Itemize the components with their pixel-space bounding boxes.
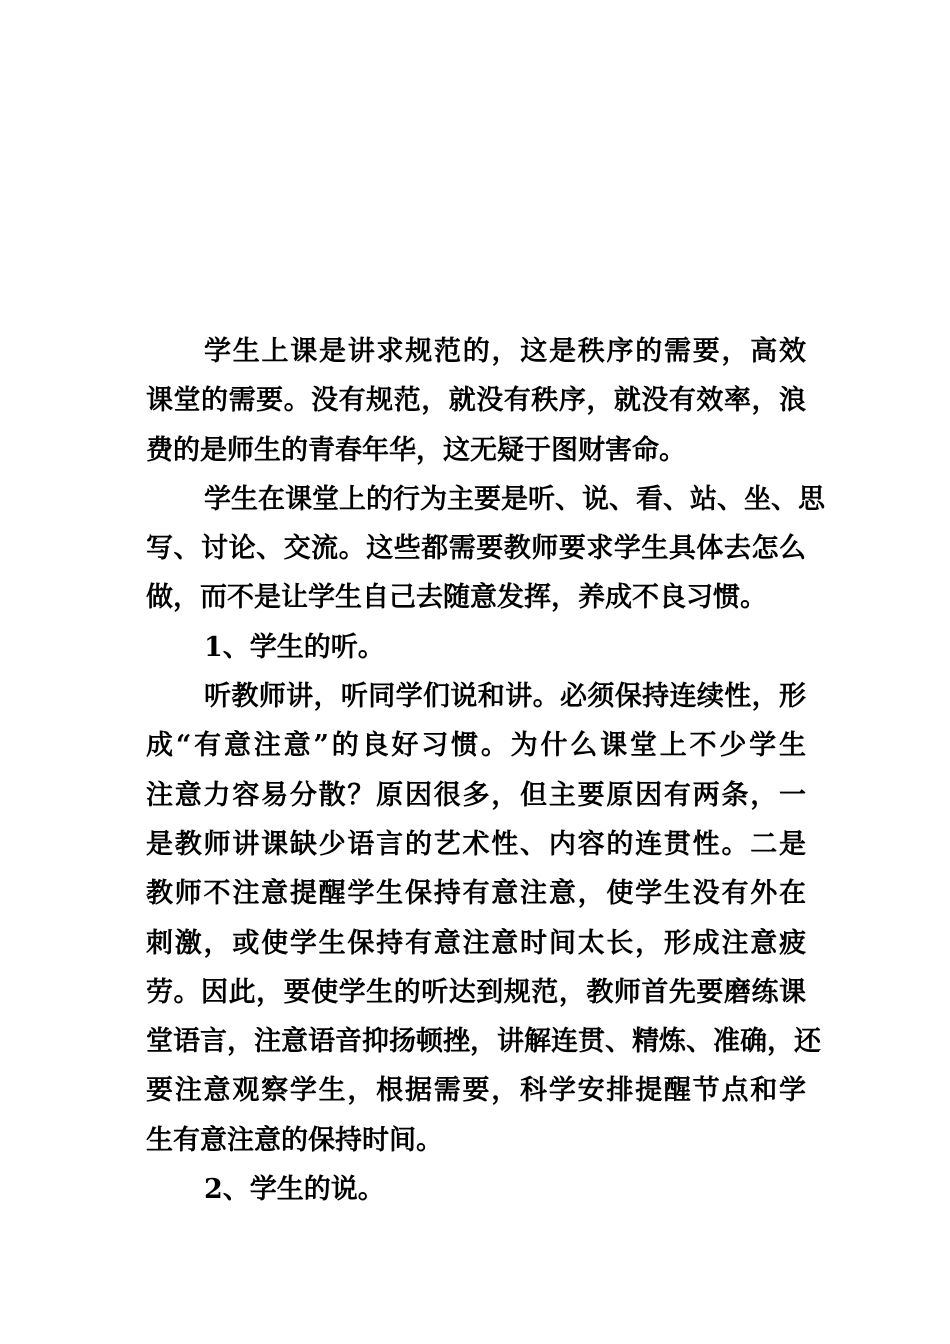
paragraph-3 (146, 672, 821, 1165)
text-line: 教师不注意提醒学生保持有意注意，使学生没有外在 (146, 878, 806, 910)
text-line: 是教师讲课缺少语言的艺术性、内容的连贯性。二是 (146, 828, 806, 860)
text-line: 学生在课堂上的行为主要是听、说、看、站、坐、思 (204, 483, 825, 515)
text-line: 要注意观察学生，根据需要，科学安排提醒节点和学 (146, 1075, 806, 1107)
text-line: 注意力容易分散？原因很多，但主要原因有两条，一 (146, 779, 806, 811)
document-body (146, 327, 825, 1214)
text-line: 课堂的需要。没有规范，就没有秩序，就没有效率，浪 (146, 385, 806, 417)
text-line: 刺激，或使学生保持有意注意时间太长，形成注意疲 (146, 927, 806, 959)
text-line: 费的是师生的青春年华，这无疑于图财害命。 (146, 434, 686, 466)
text-line: 做，而不是让学生自己去随意发挥，养成不良习惯。 (146, 582, 767, 614)
text-line: 成“有意注意”的良好习惯。为什么课堂上不少学生 (146, 730, 806, 762)
section-heading-speaking (146, 1165, 806, 1214)
heading-line: 2、学生的说。 (204, 1174, 385, 1206)
text-line: 听教师讲，听同学们说和讲。必须保持连续性，形 (204, 681, 806, 713)
heading-line: 1、学生的听。 (204, 631, 385, 663)
section-heading-listening (146, 623, 806, 672)
text-line: 学生上课是讲求规范的，这是秩序的需要，高效 (204, 336, 806, 367)
text-line: 写、讨论、交流。这些都需要教师要求学生具体去怎么 (146, 533, 806, 565)
text-line: 生有意注意的保持时间。 (146, 1124, 443, 1156)
text-line: 堂语言，注意语音抑扬顿挫，讲解连贯、精炼、准确，还 (146, 1026, 821, 1058)
text-line: 劳。因此，要使学生的听达到规范，教师首先要磨练课 (146, 976, 806, 1008)
paragraph-2 (146, 475, 825, 623)
paragraph-1 (146, 327, 806, 475)
